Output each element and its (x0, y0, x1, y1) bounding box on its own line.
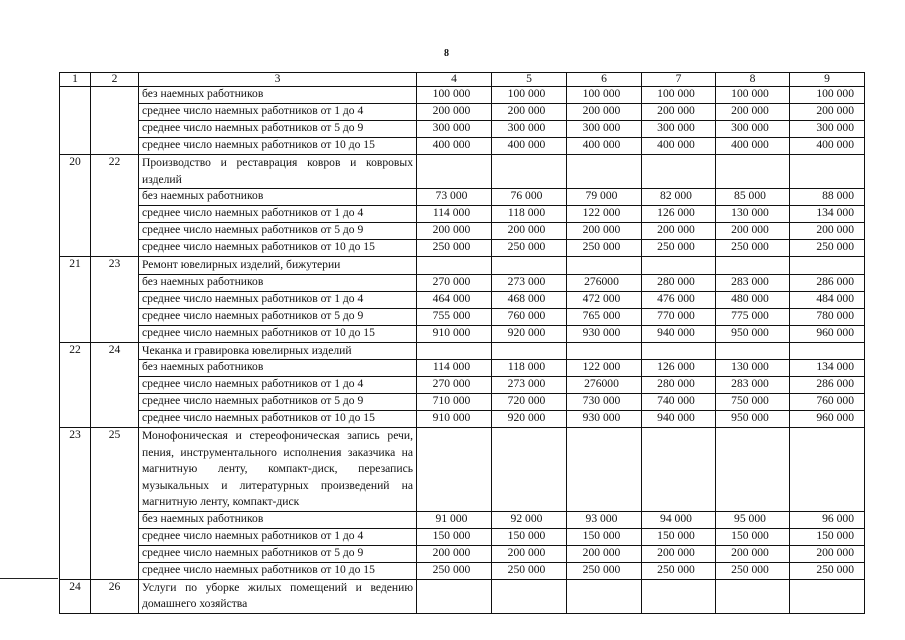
value-cell: 134 000 (790, 360, 865, 377)
value-cell: 200 000 (567, 104, 642, 121)
value-cell: 100 000 (492, 87, 567, 104)
value-cell (567, 257, 642, 275)
value-cell: 200 000 (790, 223, 865, 240)
value-cell: 760 000 (790, 394, 865, 411)
value-cell: 200 000 (642, 545, 716, 562)
value-cell: 76 000 (492, 189, 567, 206)
value-cell: 930 000 (567, 325, 642, 342)
value-cell: 200 000 (716, 545, 790, 562)
row-number-cell: 20 (60, 155, 91, 189)
code-cell (91, 360, 139, 377)
header-col-7: 7 (642, 73, 716, 87)
value-cell: 300 000 (790, 121, 865, 138)
value-cell: 468 000 (492, 291, 567, 308)
code-cell: 24 (91, 342, 139, 360)
row-number-cell (60, 189, 91, 206)
header-col-1: 1 (60, 73, 91, 87)
value-cell: 276000 (567, 377, 642, 394)
value-cell (790, 342, 865, 360)
value-cell (492, 155, 567, 189)
value-cell: 200 000 (492, 223, 567, 240)
section-title-row (60, 579, 865, 613)
row-number-cell (60, 223, 91, 240)
row-label: среднее число наемных работников от 10 до 15 (139, 138, 417, 155)
value-cell: 91 000 (417, 511, 492, 528)
value-cell (642, 155, 716, 189)
row-label: без наемных работников (139, 274, 417, 291)
row-label: среднее число наемных работников от 1 до 4 (139, 104, 417, 121)
value-cell: 94 000 (642, 511, 716, 528)
value-cell: 250 000 (417, 562, 492, 579)
section-title-row (60, 428, 865, 512)
row-label: среднее число наемных работников от 5 до 9 (139, 394, 417, 411)
row-number-cell (60, 240, 91, 257)
table-row (60, 545, 865, 562)
value-cell: 85 000 (716, 189, 790, 206)
value-cell (716, 155, 790, 189)
table-row (60, 104, 865, 121)
value-cell: 92 000 (492, 511, 567, 528)
row-number-cell: 24 (60, 579, 91, 613)
table-row (60, 274, 865, 291)
margin-rule (0, 578, 58, 579)
section-title: Услуги по уборке жилых помещений и ведению домашнего хозяйства (139, 579, 417, 613)
code-cell (91, 87, 139, 104)
table-row (60, 240, 865, 257)
value-cell: 300 000 (492, 121, 567, 138)
value-cell (417, 428, 492, 512)
code-cell (91, 189, 139, 206)
value-cell: 100 000 (790, 87, 865, 104)
value-cell: 134 000 (790, 206, 865, 223)
value-cell: 118 000 (492, 360, 567, 377)
value-cell: 273 000 (492, 274, 567, 291)
value-cell: 280 000 (642, 274, 716, 291)
row-label: среднее число наемных работников от 5 до 9 (139, 121, 417, 138)
table-body (60, 87, 865, 614)
value-cell: 276000 (567, 274, 642, 291)
value-cell: 96 000 (790, 511, 865, 528)
value-cell (790, 257, 865, 275)
value-cell: 273 000 (492, 377, 567, 394)
table-row (60, 206, 865, 223)
value-cell: 200 000 (567, 545, 642, 562)
value-cell: 250 000 (492, 562, 567, 579)
value-cell: 910 000 (417, 411, 492, 428)
value-cell: 476 000 (642, 291, 716, 308)
row-number-cell (60, 411, 91, 428)
value-cell (492, 257, 567, 275)
value-cell: 250 000 (642, 562, 716, 579)
value-cell: 400 000 (790, 138, 865, 155)
row-number-cell (60, 291, 91, 308)
table-row (60, 308, 865, 325)
value-cell (790, 579, 865, 613)
value-cell (567, 155, 642, 189)
value-cell: 122 000 (567, 360, 642, 377)
value-cell: 300 000 (417, 121, 492, 138)
row-label: без наемных работников (139, 360, 417, 377)
value-cell: 200 000 (417, 104, 492, 121)
code-cell (91, 138, 139, 155)
row-number-cell (60, 511, 91, 528)
value-cell: 270 000 (417, 274, 492, 291)
value-cell: 250 000 (417, 240, 492, 257)
value-cell: 200 000 (790, 545, 865, 562)
value-cell: 150 000 (492, 528, 567, 545)
header-col-4: 4 (417, 73, 492, 87)
value-cell: 250 000 (790, 562, 865, 579)
table-row (60, 325, 865, 342)
row-number-cell (60, 545, 91, 562)
value-cell: 200 000 (716, 223, 790, 240)
section-title-row (60, 342, 865, 360)
value-cell: 920 000 (492, 325, 567, 342)
value-cell: 730 000 (567, 394, 642, 411)
code-cell (91, 121, 139, 138)
value-cell: 150 000 (716, 528, 790, 545)
row-label: среднее число наемных работников от 1 до 4 (139, 291, 417, 308)
row-number-cell (60, 206, 91, 223)
value-cell: 150 000 (417, 528, 492, 545)
value-cell: 740 000 (642, 394, 716, 411)
value-cell: 940 000 (642, 325, 716, 342)
value-cell: 200 000 (642, 104, 716, 121)
value-cell: 780 000 (790, 308, 865, 325)
value-cell: 400 000 (642, 138, 716, 155)
value-cell: 270 000 (417, 377, 492, 394)
row-label: среднее число наемных работников от 10 до 15 (139, 325, 417, 342)
row-label: среднее число наемных работников от 1 до 4 (139, 377, 417, 394)
value-cell (417, 257, 492, 275)
page-number: 8 (444, 48, 449, 59)
value-cell: 150 000 (567, 528, 642, 545)
value-cell: 126 000 (642, 360, 716, 377)
table-row (60, 189, 865, 206)
value-cell: 710 000 (417, 394, 492, 411)
code-cell (91, 394, 139, 411)
value-cell: 114 000 (417, 360, 492, 377)
row-number-cell: 21 (60, 257, 91, 275)
value-cell: 200 000 (567, 223, 642, 240)
row-label: среднее число наемных работников от 1 до 4 (139, 528, 417, 545)
row-label: среднее число наемных работников от 5 до 9 (139, 223, 417, 240)
value-cell: 770 000 (642, 308, 716, 325)
value-cell (567, 579, 642, 613)
value-cell: 286 000 (790, 274, 865, 291)
value-cell: 400 000 (567, 138, 642, 155)
value-cell: 480 000 (716, 291, 790, 308)
header-col-3: 3 (139, 73, 417, 87)
code-cell (91, 325, 139, 342)
header-row (60, 73, 865, 87)
value-cell: 130 000 (716, 206, 790, 223)
table-row (60, 223, 865, 240)
row-number-cell (60, 325, 91, 342)
value-cell (417, 155, 492, 189)
row-number-cell (60, 394, 91, 411)
value-cell: 88 000 (790, 189, 865, 206)
value-cell (642, 257, 716, 275)
row-number-cell (60, 562, 91, 579)
value-cell (417, 579, 492, 613)
value-cell: 200 000 (417, 223, 492, 240)
value-cell: 283 000 (716, 274, 790, 291)
value-cell: 755 000 (417, 308, 492, 325)
value-cell: 950 000 (716, 411, 790, 428)
header-col-2: 2 (91, 73, 139, 87)
row-label: без наемных работников (139, 189, 417, 206)
row-number-cell: 22 (60, 342, 91, 360)
section-title: Ремонт ювелирных изделий, бижутерии (139, 257, 417, 275)
row-label: среднее число наемных работников от 1 до 4 (139, 206, 417, 223)
code-cell (91, 308, 139, 325)
value-cell: 73 000 (417, 189, 492, 206)
code-cell (91, 411, 139, 428)
value-cell (642, 579, 716, 613)
code-cell (91, 377, 139, 394)
value-cell: 126 000 (642, 206, 716, 223)
row-number-cell (60, 138, 91, 155)
value-cell (492, 428, 567, 512)
value-cell (790, 155, 865, 189)
row-number-cell (60, 104, 91, 121)
value-cell: 200 000 (417, 545, 492, 562)
section-title-row (60, 257, 865, 275)
value-cell: 114 000 (417, 206, 492, 223)
value-cell (492, 579, 567, 613)
row-label: без наемных работников (139, 87, 417, 104)
value-cell: 950 000 (716, 325, 790, 342)
header-col-6: 6 (567, 73, 642, 87)
value-cell: 150 000 (642, 528, 716, 545)
row-label: без наемных работников (139, 511, 417, 528)
value-cell: 400 000 (492, 138, 567, 155)
row-number-cell: 23 (60, 428, 91, 512)
code-cell: 23 (91, 257, 139, 275)
value-cell: 300 000 (567, 121, 642, 138)
row-number-cell (60, 308, 91, 325)
code-cell: 22 (91, 155, 139, 189)
table-row (60, 360, 865, 377)
value-cell: 100 000 (716, 87, 790, 104)
value-cell: 250 000 (492, 240, 567, 257)
row-number-cell (60, 121, 91, 138)
table-row (60, 377, 865, 394)
header-col-5: 5 (492, 73, 567, 87)
row-label: среднее число наемных работников от 10 до 15 (139, 411, 417, 428)
row-label: среднее число наемных работников от 5 до 9 (139, 308, 417, 325)
value-cell: 940 000 (642, 411, 716, 428)
section-title: Монофоническая и стереофоническая запись речи, пения, инструментального исполнения заказчика на магнитную ленту, компакт-диск, перезапись музыкальных и литературных произведений на магнитную ленту, компакт-диск (139, 428, 417, 512)
value-cell: 100 000 (417, 87, 492, 104)
value-cell: 250 000 (567, 240, 642, 257)
code-cell (91, 562, 139, 579)
code-cell: 26 (91, 579, 139, 613)
value-cell: 250 000 (642, 240, 716, 257)
value-cell: 200 000 (492, 104, 567, 121)
code-cell (91, 291, 139, 308)
value-cell (716, 257, 790, 275)
row-number-cell (60, 528, 91, 545)
value-cell (716, 579, 790, 613)
value-cell: 79 000 (567, 189, 642, 206)
value-cell (642, 342, 716, 360)
value-cell: 250 000 (716, 562, 790, 579)
value-cell: 250 000 (716, 240, 790, 257)
table-row (60, 394, 865, 411)
value-cell: 286 000 (790, 377, 865, 394)
value-cell: 122 000 (567, 206, 642, 223)
code-cell (91, 104, 139, 121)
value-cell: 484 000 (790, 291, 865, 308)
value-cell (567, 428, 642, 512)
value-cell (790, 428, 865, 512)
code-cell (91, 528, 139, 545)
code-cell (91, 545, 139, 562)
value-cell (642, 428, 716, 512)
code-cell: 25 (91, 428, 139, 512)
value-cell: 472 000 (567, 291, 642, 308)
value-cell: 930 000 (567, 411, 642, 428)
row-number-cell (60, 87, 91, 104)
table-row (60, 528, 865, 545)
table-row (60, 562, 865, 579)
table-row (60, 87, 865, 104)
row-number-cell (60, 274, 91, 291)
table-row (60, 291, 865, 308)
table-row (60, 411, 865, 428)
value-cell (567, 342, 642, 360)
value-cell: 920 000 (492, 411, 567, 428)
value-cell: 400 000 (716, 138, 790, 155)
section-title-row (60, 155, 865, 189)
value-cell: 300 000 (716, 121, 790, 138)
value-cell: 130 000 (716, 360, 790, 377)
code-cell (91, 511, 139, 528)
value-cell: 464 000 (417, 291, 492, 308)
value-cell (417, 342, 492, 360)
header-col-9: 9 (790, 73, 865, 87)
value-cell: 283 000 (716, 377, 790, 394)
value-cell: 100 000 (567, 87, 642, 104)
section-title: Производство и реставрация ковров и ковровых изделий (139, 155, 417, 189)
row-label: среднее число наемных работников от 10 до 15 (139, 240, 417, 257)
code-cell (91, 274, 139, 291)
value-cell: 82 000 (642, 189, 716, 206)
row-number-cell (60, 360, 91, 377)
value-cell: 960 000 (790, 411, 865, 428)
code-cell (91, 240, 139, 257)
value-cell: 118 000 (492, 206, 567, 223)
value-cell: 93 000 (567, 511, 642, 528)
code-cell (91, 206, 139, 223)
row-number-cell (60, 377, 91, 394)
value-cell: 750 000 (716, 394, 790, 411)
value-cell: 200 000 (716, 104, 790, 121)
value-cell: 200 000 (492, 545, 567, 562)
table-row (60, 138, 865, 155)
value-cell: 200 000 (790, 104, 865, 121)
row-label: среднее число наемных работников от 5 до 9 (139, 545, 417, 562)
value-cell: 910 000 (417, 325, 492, 342)
value-cell: 200 000 (642, 223, 716, 240)
value-cell: 960 000 (790, 325, 865, 342)
code-cell (91, 223, 139, 240)
value-cell (492, 342, 567, 360)
value-cell: 775 000 (716, 308, 790, 325)
value-cell: 765 000 (567, 308, 642, 325)
value-cell: 720 000 (492, 394, 567, 411)
header-col-8: 8 (716, 73, 790, 87)
value-cell (716, 428, 790, 512)
row-label: среднее число наемных работников от 10 до 15 (139, 562, 417, 579)
value-cell: 760 000 (492, 308, 567, 325)
rates-table (59, 72, 865, 614)
section-title: Чеканка и гравировка ювелирных изделий (139, 342, 417, 360)
value-cell: 250 000 (790, 240, 865, 257)
value-cell: 300 000 (642, 121, 716, 138)
value-cell: 250 000 (567, 562, 642, 579)
value-cell: 150 000 (790, 528, 865, 545)
value-cell: 400 000 (417, 138, 492, 155)
value-cell (716, 342, 790, 360)
value-cell: 280 000 (642, 377, 716, 394)
value-cell: 100 000 (642, 87, 716, 104)
table-row (60, 121, 865, 138)
table-row (60, 511, 865, 528)
value-cell: 95 000 (716, 511, 790, 528)
